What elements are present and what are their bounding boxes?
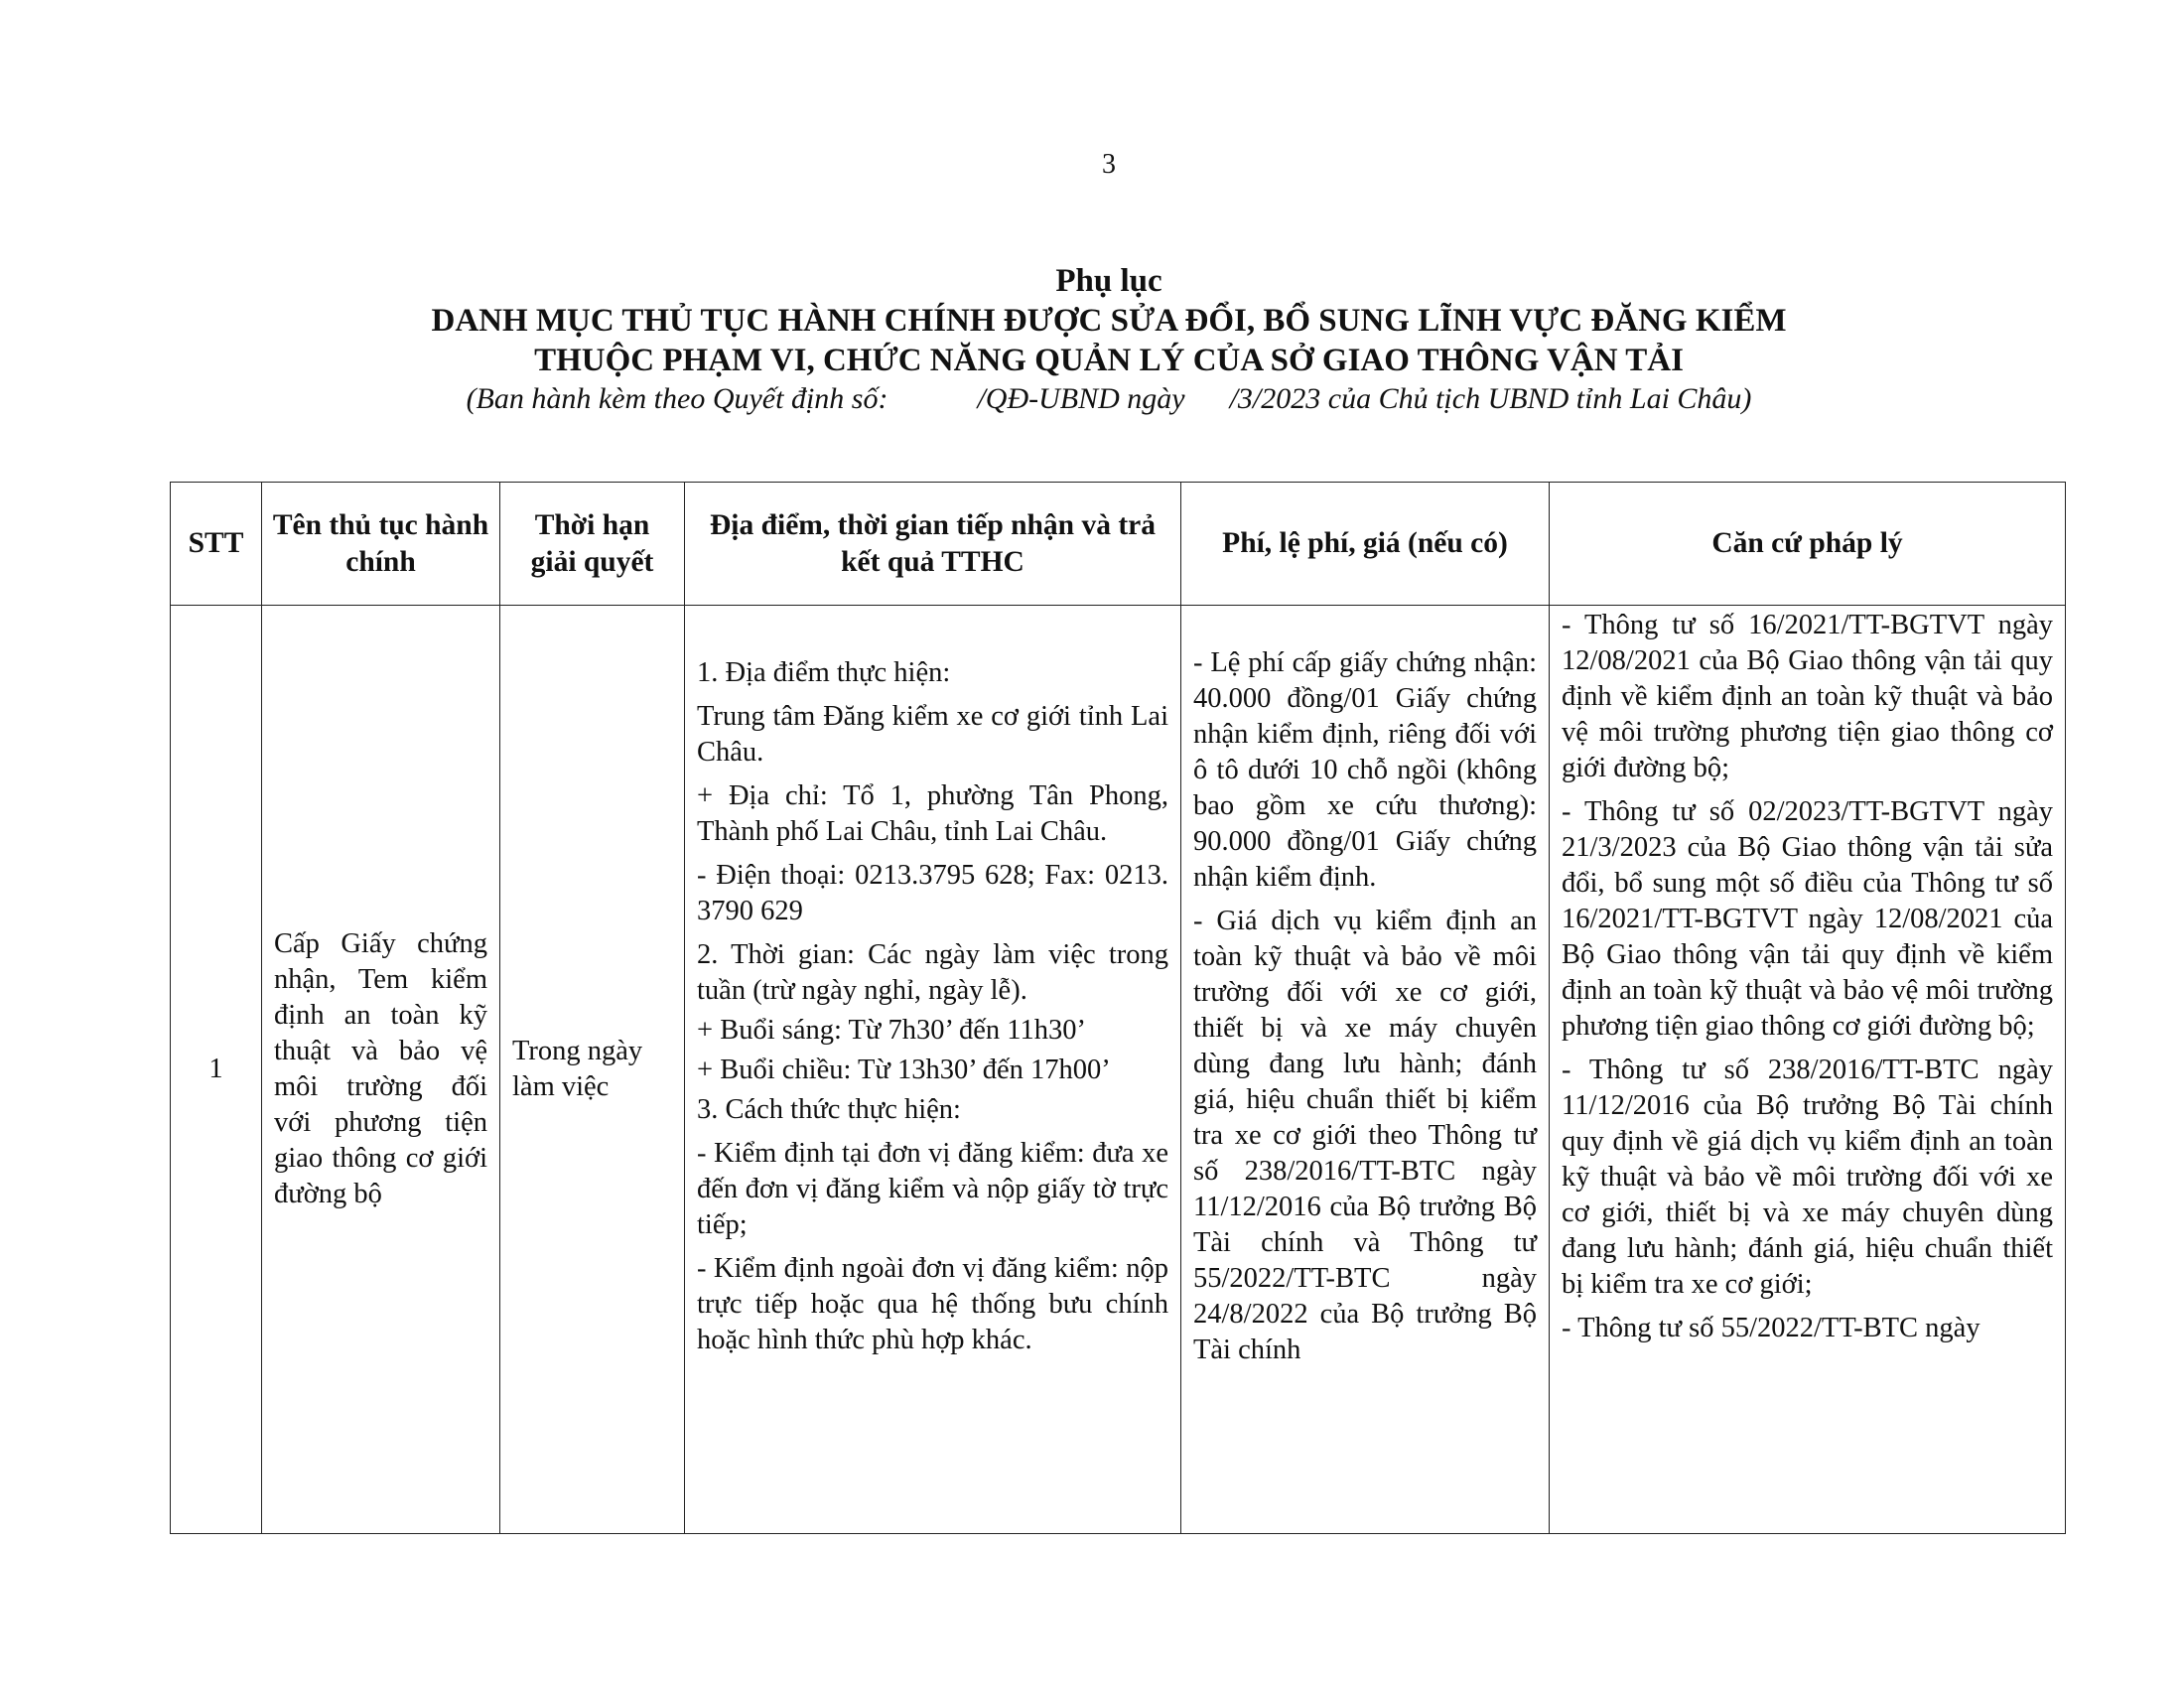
legal-item: - Thông tư số 02/2023/TT-BGTVT ngày 21/3/2023 của Bộ Giao thông vận tải sửa đổi, bổ sung một số điều của Thông tư số 16/2021/TT-BGTVT ngày 12/08/2021 của Bộ Giao thông vận tải quy định về kiểm định an toàn kỹ thuật và bảo vệ môi trường phương tiện giao thông cơ giới đường bộ; — [1562, 796, 2053, 1042]
document-header — [0, 261, 2184, 418]
legal-item: - Thông tư số 16/2021/TT-BGTVT ngày 12/08/2021 của Bộ Giao thông vận tải quy định về kiểm định an toàn kỹ thuật và bảo vệ môi trường phương tiện giao thông cơ giới đường bộ; — [1562, 610, 2053, 783]
table-header-row — [171, 483, 2066, 606]
method-onsite: - Kiểm định tại đơn vị đăng kiểm: đưa xe đến đơn vị đăng kiểm và nộp giấy tờ trực tiếp; — [697, 1138, 1168, 1240]
column-header-fees: Phí, lệ phí, giá (nếu có) — [1181, 483, 1550, 606]
row-stt: 1 — [171, 606, 262, 1534]
method-offsite: - Kiểm định ngoài đơn vị đăng kiểm: nộp trực tiếp hoặc qua hệ thống bưu chính hoặc hình thức phù hợp khác. — [697, 1253, 1168, 1355]
row-legal-basis — [1550, 606, 2066, 1534]
column-header-procedure-name: Tên thủ tục hành chính — [262, 483, 500, 606]
location-heading: 1. Địa điểm thực hiện: — [697, 657, 951, 688]
location-address: + Địa chỉ: Tổ 1, phường Tân Phong, Thành phố Lai Châu, tỉnh Lai Châu. — [697, 780, 1168, 847]
time-morning: + Buổi sáng: Từ 7h30’ đến 11h30’ — [697, 1015, 1086, 1046]
column-header-processing-time: Thời hạn giải quyết — [500, 483, 685, 606]
fee-certificate: - Lệ phí cấp giấy chứng nhận: 40.000 đồng/01 Giấy chứng nhận kiểm định, riêng đối với ô tô dưới 10 chỗ ngồi (không bao gồm xe cứu thương): 90.000 đồng/01 Giấy chứng nhận kiểm định. — [1193, 647, 1537, 893]
legal-item: - Thông tư số 55/2022/TT-BTC ngày — [1562, 1313, 1980, 1343]
issuance-note: (Ban hành kèm theo Quyết định số: /QĐ-UBND ngày /3/2023 của Chủ tịch UBND tỉnh Lai Châu) — [466, 382, 1752, 415]
heading-line-1: DANH MỤC THỦ TỤC HÀNH CHÍNH ĐƯỢC SỬA ĐỔI, BỔ SUNG LĨNH VỰC ĐĂNG KIỂM — [431, 303, 1787, 339]
time-afternoon: + Buổi chiều: Từ 13h30’ đến 17h00’ — [697, 1055, 1111, 1085]
page-number: 3 — [1102, 149, 1116, 180]
column-header-legal-basis: Căn cứ pháp lý — [1550, 483, 2066, 606]
row-processing-time: Trong ngày làm việc — [500, 606, 685, 1534]
location-center: Trung tâm Đăng kiểm xe cơ giới tỉnh Lai Châu. — [697, 701, 1168, 768]
legal-item: - Thông tư số 238/2016/TT-BTC ngày 11/12/2016 của Bộ trưởng Bộ Tài chính quy định về giá dịch vụ kiểm định an toàn kỹ thuật và bảo về môi trường đối với xe cơ giới, thiết bị và xe máy chuyên dùng đang lưu hành; đánh giá, hiệu chuẩn thiết bị kiểm tra xe cơ giới; — [1562, 1055, 2053, 1300]
column-header-location-time: Địa điểm, thời gian tiếp nhận và trả kết quả TTHC — [685, 483, 1181, 606]
procedure-table — [170, 482, 2066, 1534]
table-row — [171, 606, 2066, 1534]
row-procedure-name: Cấp Giấy chứng nhận, Tem kiểm định an toàn kỹ thuật và bảo vệ môi trường đối với phương tiện giao thông cơ giới đường bộ — [262, 606, 500, 1534]
fee-service-price: - Giá dịch vụ kiểm định an toàn kỹ thuật và bảo về môi trường đối với xe cơ giới, thiết bị và xe máy chuyên dùng đang lưu hành; đánh giá, hiệu chuẩn thiết bị kiểm tra xe cơ giới theo Thông tư số 238/2016/TT-BTC ngày 11/12/2016 của Bộ trưởng Bộ Tài chính và Thông tư 55/2022/TT-BTC ngày 24/8/2022 của Bộ trưởng Bộ Tài chính — [1193, 906, 1537, 1365]
row-fees — [1181, 606, 1550, 1534]
row-location-time — [685, 606, 1181, 1534]
heading-line-2: THUỘC PHẠM VI, CHỨC NĂNG QUẢN LÝ CỦA SỞ GIAO THÔNG VẬN TẢI — [534, 343, 1684, 378]
method-heading: 3. Cách thức thực hiện: — [697, 1094, 961, 1125]
appendix-title: Phụ lục — [1055, 263, 1162, 299]
column-header-stt: STT — [171, 483, 262, 606]
location-phone-fax: - Điện thoại: 0213.3795 628; Fax: 0213. 3790 629 — [697, 860, 1168, 926]
time-heading: 2. Thời gian: Các ngày làm việc trong tuần (trừ ngày nghỉ, ngày lễ). — [697, 939, 1168, 1006]
